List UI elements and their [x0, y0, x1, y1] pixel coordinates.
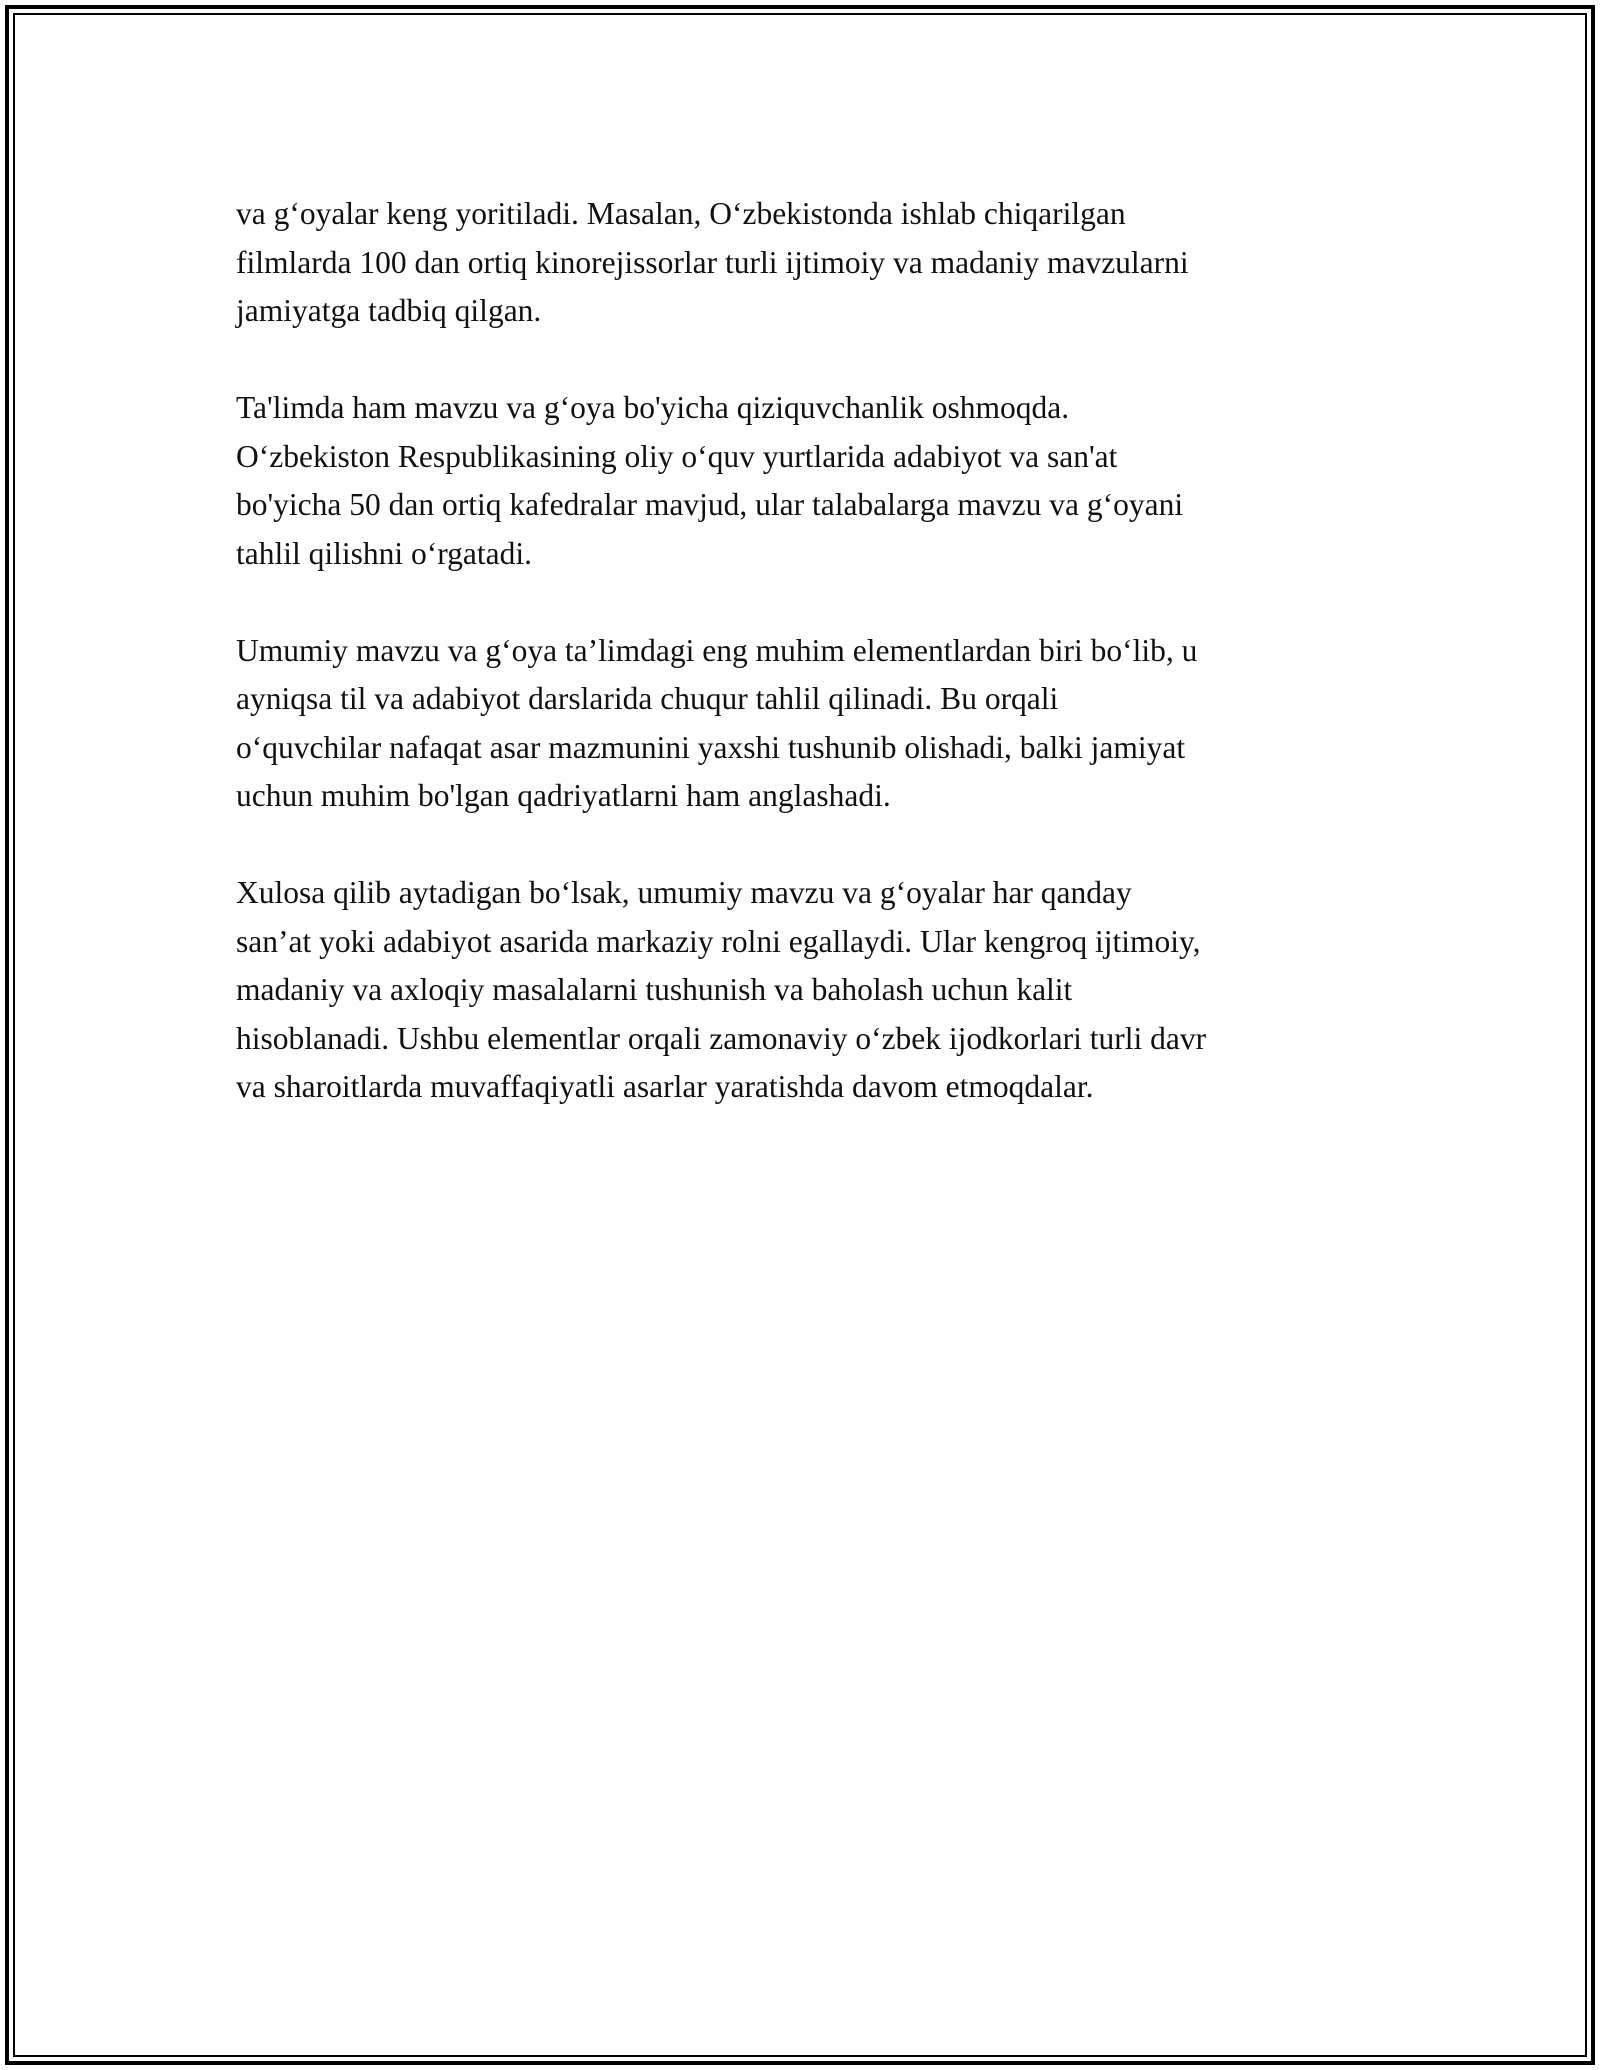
text-line: O‘zbekiston Respublikasining oliy o‘quv yurtlarida adabiyot va san'at	[236, 438, 1118, 474]
paragraph-2	[236, 384, 1376, 578]
text-line: va sharoitlarda muvaffaqiyatli asarlar yaratishda davom etmoqdalar.	[236, 1069, 1094, 1104]
text-line: bo'yicha 50 dan ortiq kafedralar mavjud, ular talabalarga mavzu va g‘oyani	[236, 487, 1184, 522]
text-line: jamiyatga tadbiq qilgan.	[236, 293, 542, 328]
text-line: hisoblanadi. Ushbu elementlar orqali zamonaviy o‘zbek ijodkorlari turli davr	[236, 1020, 1207, 1056]
text-line: madaniy va axloqiy masalalarni tushunish va baholash uchun kalit	[236, 972, 1073, 1007]
text-line: tahlil qilishni o‘rgatadi.	[236, 535, 533, 571]
text-line: Ta'limda ham mavzu va g‘oya bo'yicha qiziquvchanlik oshmoqda.	[236, 390, 1070, 425]
paragraph-1	[236, 190, 1376, 336]
text-line: filmlarda 100 dan ortiq kinorejissorlar turli ijtimoiy va madaniy mavzularni	[236, 244, 1189, 280]
text-line: uchun muhim bo'lgan qadriyatlarni ham anglashadi.	[236, 778, 891, 813]
text-line: Umumiy mavzu va g‘oya ta’limdagi eng muhim elementlardan biri bo‘lib, u	[236, 632, 1198, 668]
text-line: Xulosa qilib aytadigan bo‘lsak, umumiy mavzu va g‘oyalar har qanday	[236, 875, 1132, 910]
document-body	[236, 190, 1376, 1160]
text-line: o‘quvchilar nafaqat asar mazmunini yaxshi tushunib olishadi, balki jamiyat	[236, 729, 1186, 765]
text-line: ayniqsa til va adabiyot darslarida chuqur tahlil qilinadi. Bu orqali	[236, 681, 1059, 716]
text-line: va g‘oyalar keng yoritiladi. Masalan, O‘zbekistonda ishlab chiqarilgan	[236, 196, 1126, 231]
paragraph-3	[236, 627, 1376, 821]
text-line: san’at yoki adabiyot asarida markaziy rolni egallaydi. Ular kengroq ijtimoiy,	[236, 923, 1201, 959]
paragraph-4	[236, 869, 1376, 1112]
